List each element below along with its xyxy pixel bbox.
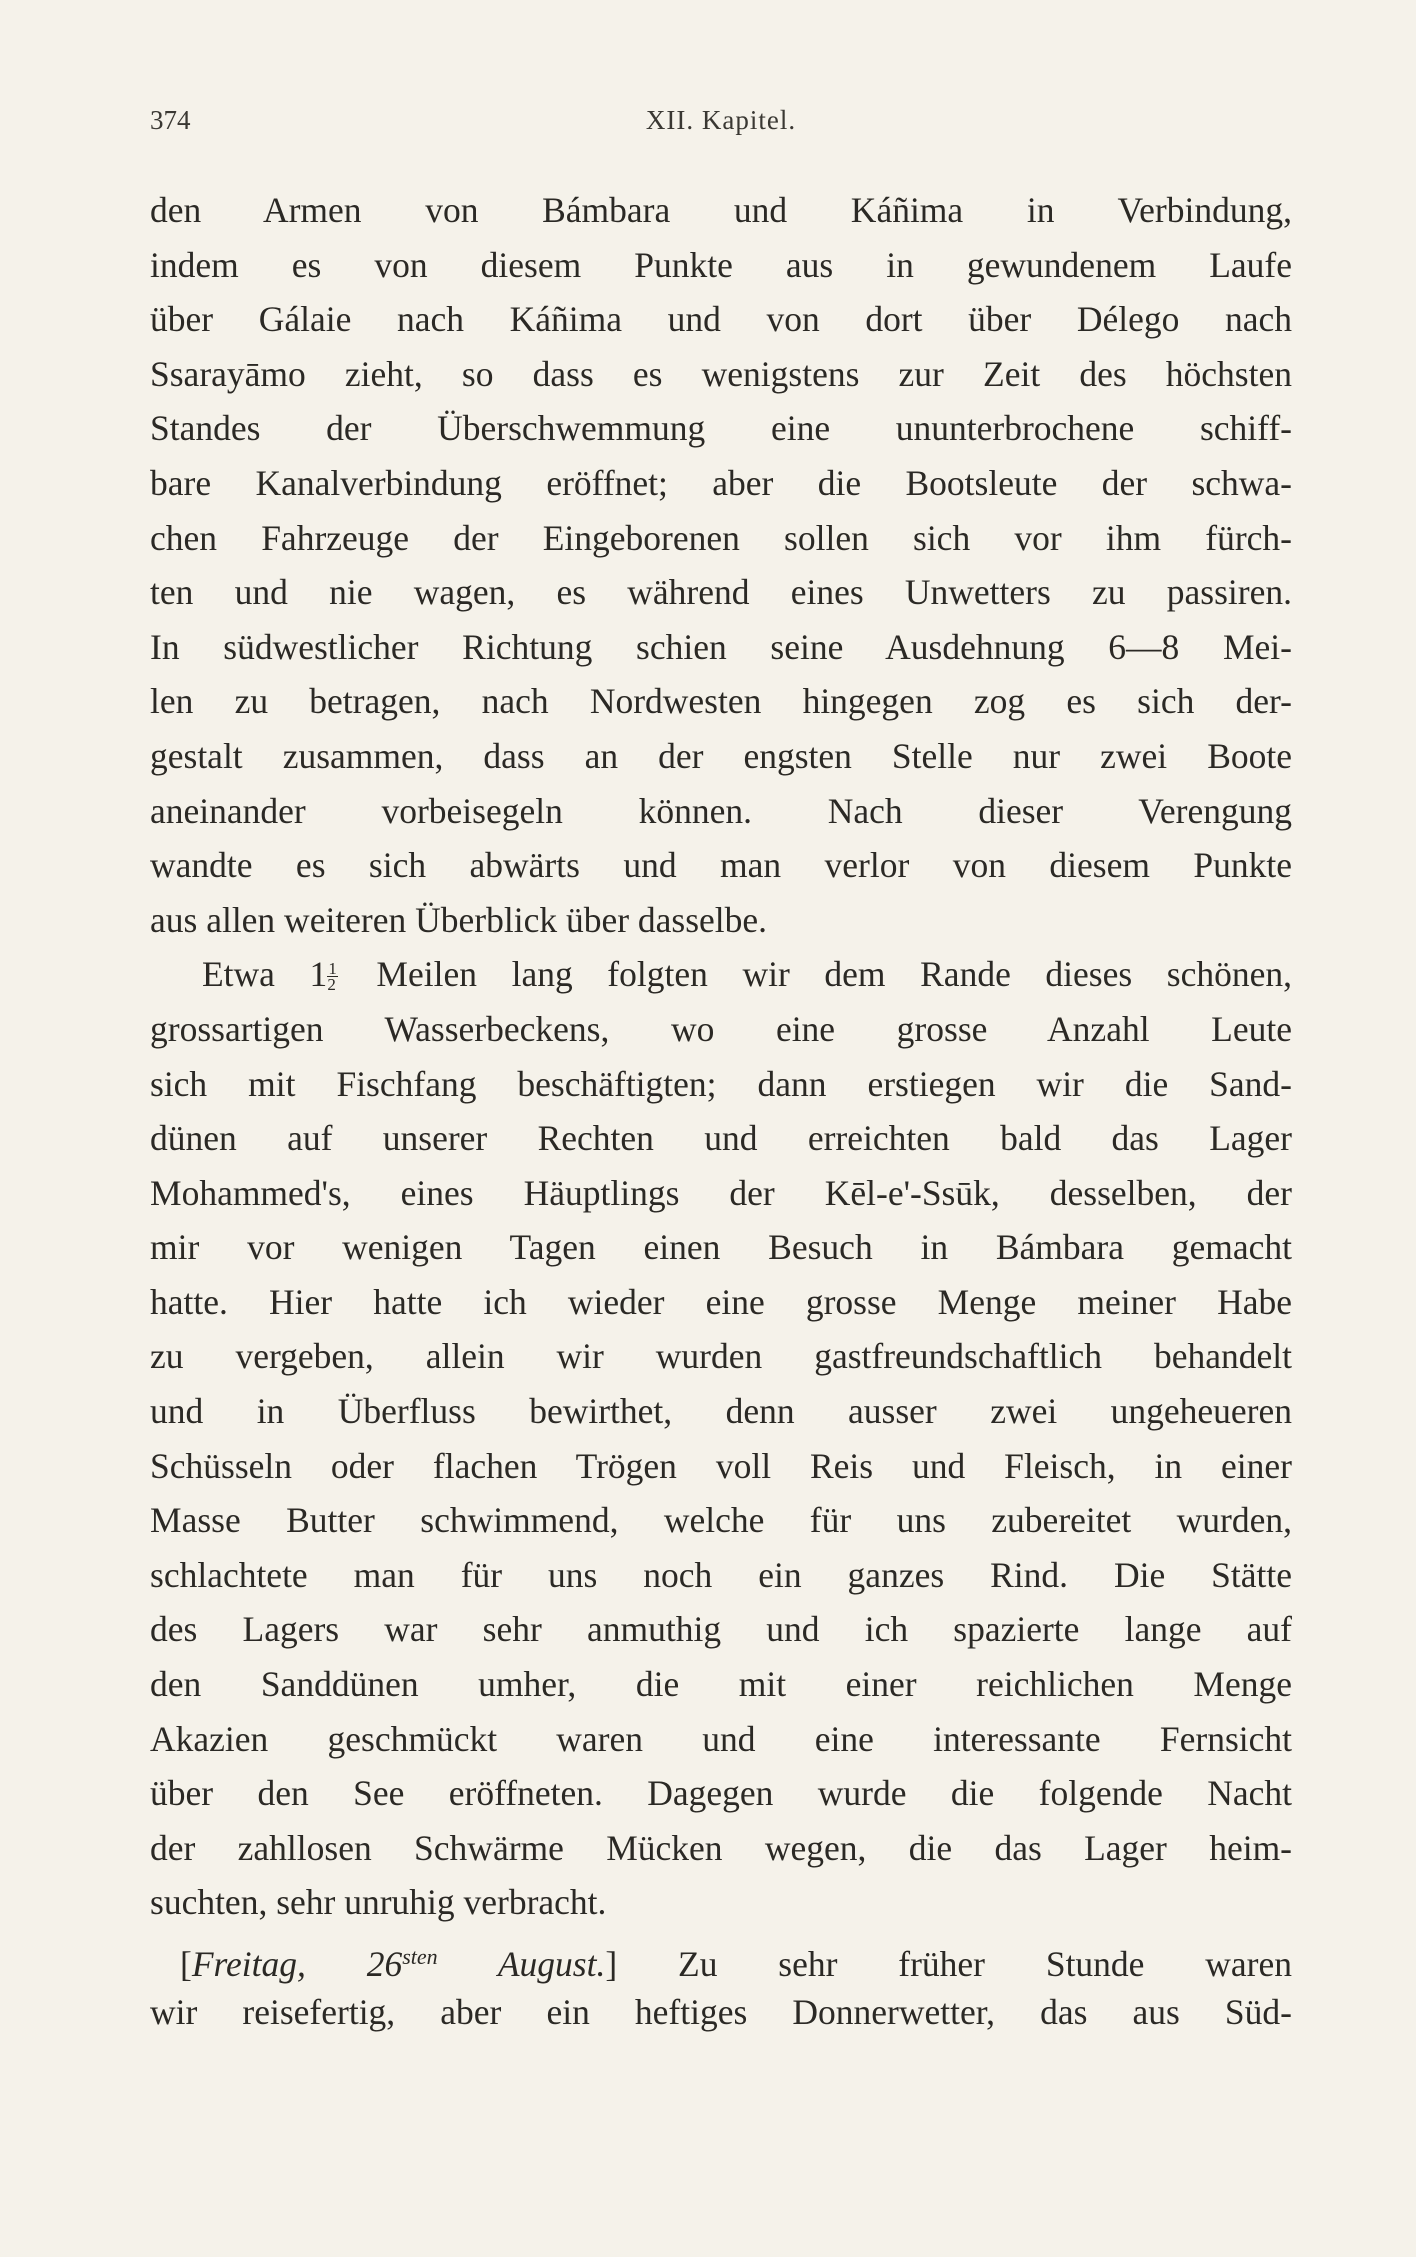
text-line: dünen auf unserer Rechten und erreichten bald das Lager — [150, 1118, 1292, 1159]
text-line: wandte es sich abwärts und man verlor von diesem Punkte — [150, 845, 1292, 886]
date-superscript: sten — [402, 1944, 438, 1969]
text-line: und in Überfluss bewirthet, denn ausser zwei ungeheueren — [150, 1391, 1292, 1432]
text-run: Meilen lang folgten wir dem Rande dieses schönen, — [341, 954, 1292, 995]
text-line: Akazien geschmückt waren und eine interessante Fernsicht — [150, 1718, 1292, 1759]
bracket: [ — [180, 1944, 192, 1984]
text-line: wir reisefertig, aber ein heftiges Donnerwetter, das aus Süd- — [150, 1991, 1292, 2032]
text-line: bare Kanalverbindung eröffnet; aber die Bootsleute der schwa- — [150, 462, 1292, 503]
running-head — [150, 105, 1292, 145]
date-day: Freitag, 26 — [191, 1944, 403, 1984]
text-line: mir vor wenigen Tagen einen Besuch in Bámbara gemacht — [150, 1227, 1292, 1268]
paragraph-first-line — [150, 1930, 1292, 1985]
text-line: schlachtete man für uns noch ein ganzes Rind. Die Stätte — [150, 1554, 1292, 1595]
paragraph-first-line — [150, 947, 1292, 1002]
fraction-denominator: 2 — [327, 975, 336, 995]
text-line: indem es von diesem Punkte aus in gewundenem Laufe — [150, 244, 1292, 285]
text-line: Ssarayāmo zieht, so dass es wenigstens zur Zeit des höchsten — [150, 353, 1292, 394]
text-line: aneinander vorbeisegeln können. Nach dieser Verengung — [150, 790, 1292, 831]
text-line: Standes der Überschwemmung eine ununterbrochene schiff- — [150, 408, 1292, 449]
text-line: ten und nie wagen, es während eines Unwetters zu passiren. — [150, 572, 1292, 613]
chapter-title: XII. Kapitel. — [645, 105, 797, 135]
text-line: aus allen weiteren Überblick über dasselbe. — [150, 899, 768, 940]
text-line: zu vergeben, allein wir wurden gastfreundschaftlich behandelt — [150, 1336, 1292, 1377]
text-line: über Gálaie nach Káñima und von dort über Délego nach — [150, 299, 1292, 340]
text-run: Etwa 1 — [202, 954, 328, 995]
text-line: Mohammed's, eines Häuptlings der Kēl-e'-Ssūk, desselben, der — [150, 1172, 1292, 1213]
text-line: des Lagers war sehr anmuthig und ich spazierte lange auf — [150, 1609, 1292, 1650]
text-line: über den See eröffneten. Dagegen wurde die folgende Nacht — [150, 1773, 1292, 1814]
text-run: Zu sehr früher Stunde waren — [617, 1944, 1292, 1984]
text-line: grossartigen Wasserbeckens, wo eine grosse Anzahl Leute — [150, 1008, 1292, 1049]
text-line: sich mit Fischfang beschäftigten; dann erstiegen wir die Sand- — [150, 1063, 1292, 1104]
fraction-numerator: 1 — [328, 959, 337, 979]
text-line: den Armen von Bámbara und Káñima in Verbindung, — [150, 190, 1292, 230]
body-text — [150, 183, 1292, 2039]
text-line: gestalt zusammen, dass an der engsten Stelle nur zwei Boote — [150, 735, 1292, 776]
text-line: chen Fahrzeuge der Eingeborenen sollen sich vor ihm fürch- — [150, 517, 1292, 558]
text-line: In südwestlicher Richtung schien seine Ausdehnung 6—8 Mei- — [150, 626, 1292, 667]
bracket: ] — [605, 1944, 618, 1984]
text-line: Schüsseln oder flachen Trögen voll Reis und Fleisch, in einer — [150, 1445, 1292, 1486]
text-line: suchten, sehr unruhig verbracht. — [150, 1882, 607, 1923]
page-number: 374 — [150, 105, 191, 135]
date-month: August. — [437, 1944, 606, 1984]
fraction — [327, 959, 338, 995]
text-line: der zahllosen Schwärme Mücken wegen, die das Lager heim- — [150, 1827, 1292, 1868]
text-line: hatte. Hier hatte ich wieder eine grosse Menge meiner Habe — [150, 1281, 1292, 1322]
text-line: den Sanddünen umher, die mit einer reichlichen Menge — [150, 1664, 1292, 1705]
text-line: len zu betragen, nach Nordwesten hingegen zog es sich der- — [150, 681, 1292, 722]
text-line: Masse Butter schwimmend, welche für uns zubereitet wurden, — [150, 1500, 1292, 1541]
